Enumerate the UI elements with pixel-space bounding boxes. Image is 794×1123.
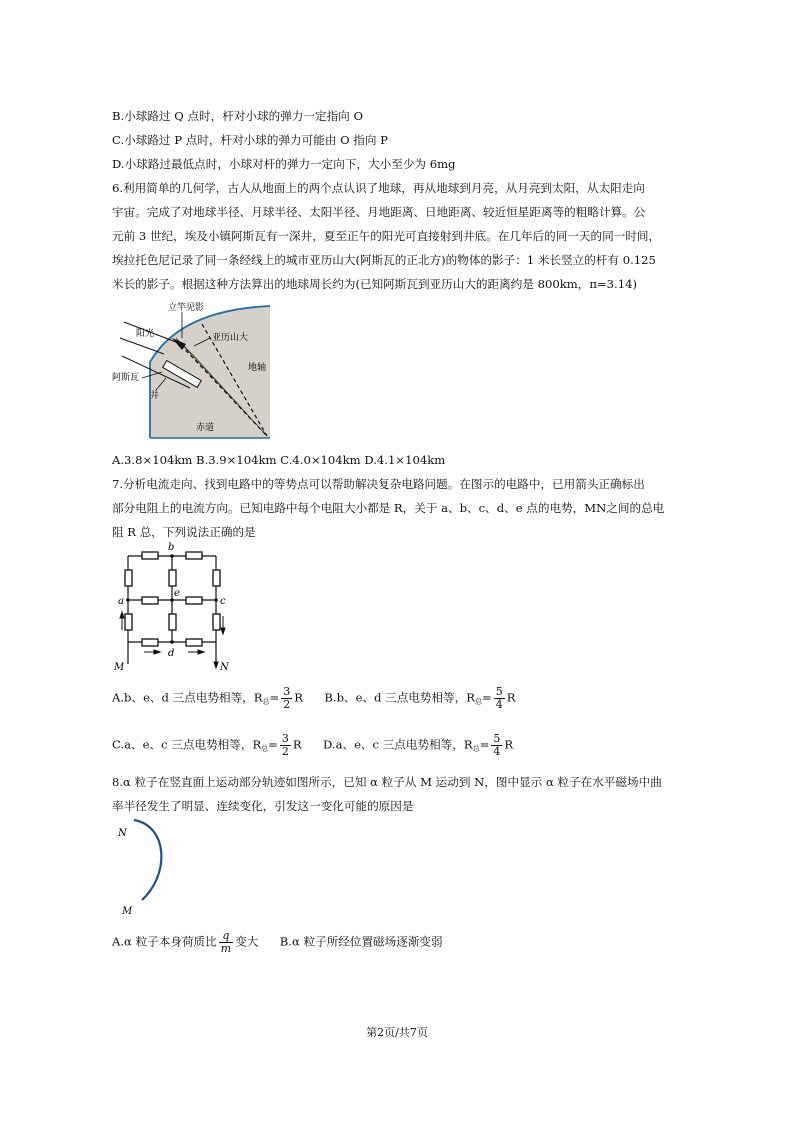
q8-text-line: 8.α 粒子在竖直面上运动部分轨迹如图所示，已知 α 粒子从 M 运动到 N，图中显示 α 粒子在水平磁场中曲 — [112, 775, 662, 789]
resistor — [142, 552, 158, 559]
resistor — [186, 597, 202, 604]
node-b-label: b — [168, 542, 175, 553]
node-a-label: a — [118, 596, 124, 607]
earth-axis-label: 地轴 — [248, 363, 267, 373]
q5-option-d: D.小球路过最低点时，小球对杆的弹力一定向下，大小至少为 6mg — [112, 157, 456, 171]
resistor — [125, 614, 132, 630]
q8-options: A.α 粒子本身荷质比 $\frac{q}{m}$ 变大 B.α 粒子所经位置磁场逐渐变弱 — [112, 929, 443, 955]
resistor — [125, 570, 132, 586]
equator-label: 赤道 — [196, 423, 215, 433]
earth-diagram — [110, 298, 280, 440]
q5-option-c: C.小球路过 P 点时，杆对小球的弹力可能由 O 指向 P — [112, 133, 388, 147]
alpha-trajectory — [134, 820, 161, 900]
resistor — [169, 570, 176, 586]
q7-options-row-1: A.b、e、d 三点电势相等，$R_总=$ $\frac{3}{2}$ R B.b、e、d 三点电势相等，$R_总=$ $\frac{5}{4}$ R — [112, 685, 516, 711]
q7-text-line: 阻 R 总，下列说法正确的是 — [112, 525, 256, 539]
point-n-label: N — [118, 828, 127, 839]
q8-text-line: 率半径发生了明显、连续变化，引发这一变化可能的原因是 — [112, 799, 414, 813]
q5-option-b: B.小球路过 Q 点时，杆对小球的弹力一定指向 O — [112, 109, 363, 123]
q7-text-line: 部分电阻上的电流方向。已知电路中每个电阻大小都是 R，关于 a、b、c、d、e 点的电势，MN之间的总电 — [112, 501, 665, 515]
trajectory-diagram — [112, 814, 182, 918]
sunlight-label: 阳光 — [136, 329, 155, 339]
q7-option-c: C.a、e、c 三点电势相等，R — [112, 737, 262, 752]
q7-option-d: D.a、e、c 三点电势相等，R — [323, 737, 473, 752]
node-d-label: d — [168, 648, 175, 659]
terminal-m-label: M — [114, 662, 125, 673]
q7-options-row-2: C.a、e、c 三点电势相等，$R_总=$ $\frac{3}{2}$ R D.a、e、c 三点电势相等，$R_总=$ $\frac{5}{4}$ R — [112, 732, 514, 758]
q7-option-a: A.b、e、d 三点电势相等，R — [112, 690, 263, 705]
resistor — [142, 639, 158, 646]
q8-option-a: A.α 粒子本身荷质比 — [112, 934, 217, 949]
node-c-label: c — [220, 596, 226, 607]
node-e-label: e — [174, 588, 180, 599]
pole-shadow-label: 立竿见影 — [168, 303, 205, 313]
sun-ray — [120, 338, 164, 354]
q6-text-line: 宇宙。完成了对地球半径、月球半径、太阳半径、月地距离、日地距离、较近恒星距离等的粗略计算。公 — [112, 205, 646, 219]
q6-text-line: 6.利用简单的几何学，古人从地面上的两个点认识了地球，再从地球到月亮，从月亮到太阳，从太阳走向 — [112, 181, 645, 195]
alexandria-label: 亚历山大 — [212, 333, 249, 343]
resistor — [213, 614, 220, 630]
well-label: 井 — [150, 391, 160, 401]
resistor — [186, 552, 202, 559]
resistor — [213, 570, 220, 586]
q7-option-b: B.b、e、d 三点电势相等，R — [324, 690, 476, 705]
q6-text-line: 埃拉托色尼记录了同一条经线上的城市亚历山大(阿斯瓦的正北方)的物体的影子：1 米长竖立的杆有 0.125 — [112, 253, 656, 267]
q6-text-line: 米长的影子。根据这种方法算出的地球周长约为(已知阿斯瓦到亚历山大的距离约是 800km，π=3.14) — [112, 277, 637, 291]
resistor — [169, 614, 176, 630]
aswan-label: 阿斯瓦 — [112, 373, 140, 383]
resistor — [186, 639, 202, 646]
q6-options: A.3.8×104km B.3.9×104km C.4.0×104km D.4.1×104km — [112, 453, 446, 467]
circuit-diagram — [110, 540, 240, 676]
q7-text-line: 7.分析电流走向、找到电路中的等势点可以帮助解决复杂电路问题。在图示的电路中，已用箭头正确标出 — [112, 477, 645, 491]
page-footer: 第2页/共7页 — [366, 1026, 428, 1039]
terminal-n-label: N — [220, 662, 229, 673]
q8-option-b: B.α 粒子所经位置磁场逐渐变弱 — [279, 934, 443, 949]
q6-text-line: 元前 3 世纪，埃及小镇阿斯瓦有一深井，夏至正午的阳光可直接射到井底。在几年后的同一天的同一时间， — [112, 229, 661, 243]
resistor — [142, 597, 158, 604]
point-m-label: M — [122, 906, 133, 917]
